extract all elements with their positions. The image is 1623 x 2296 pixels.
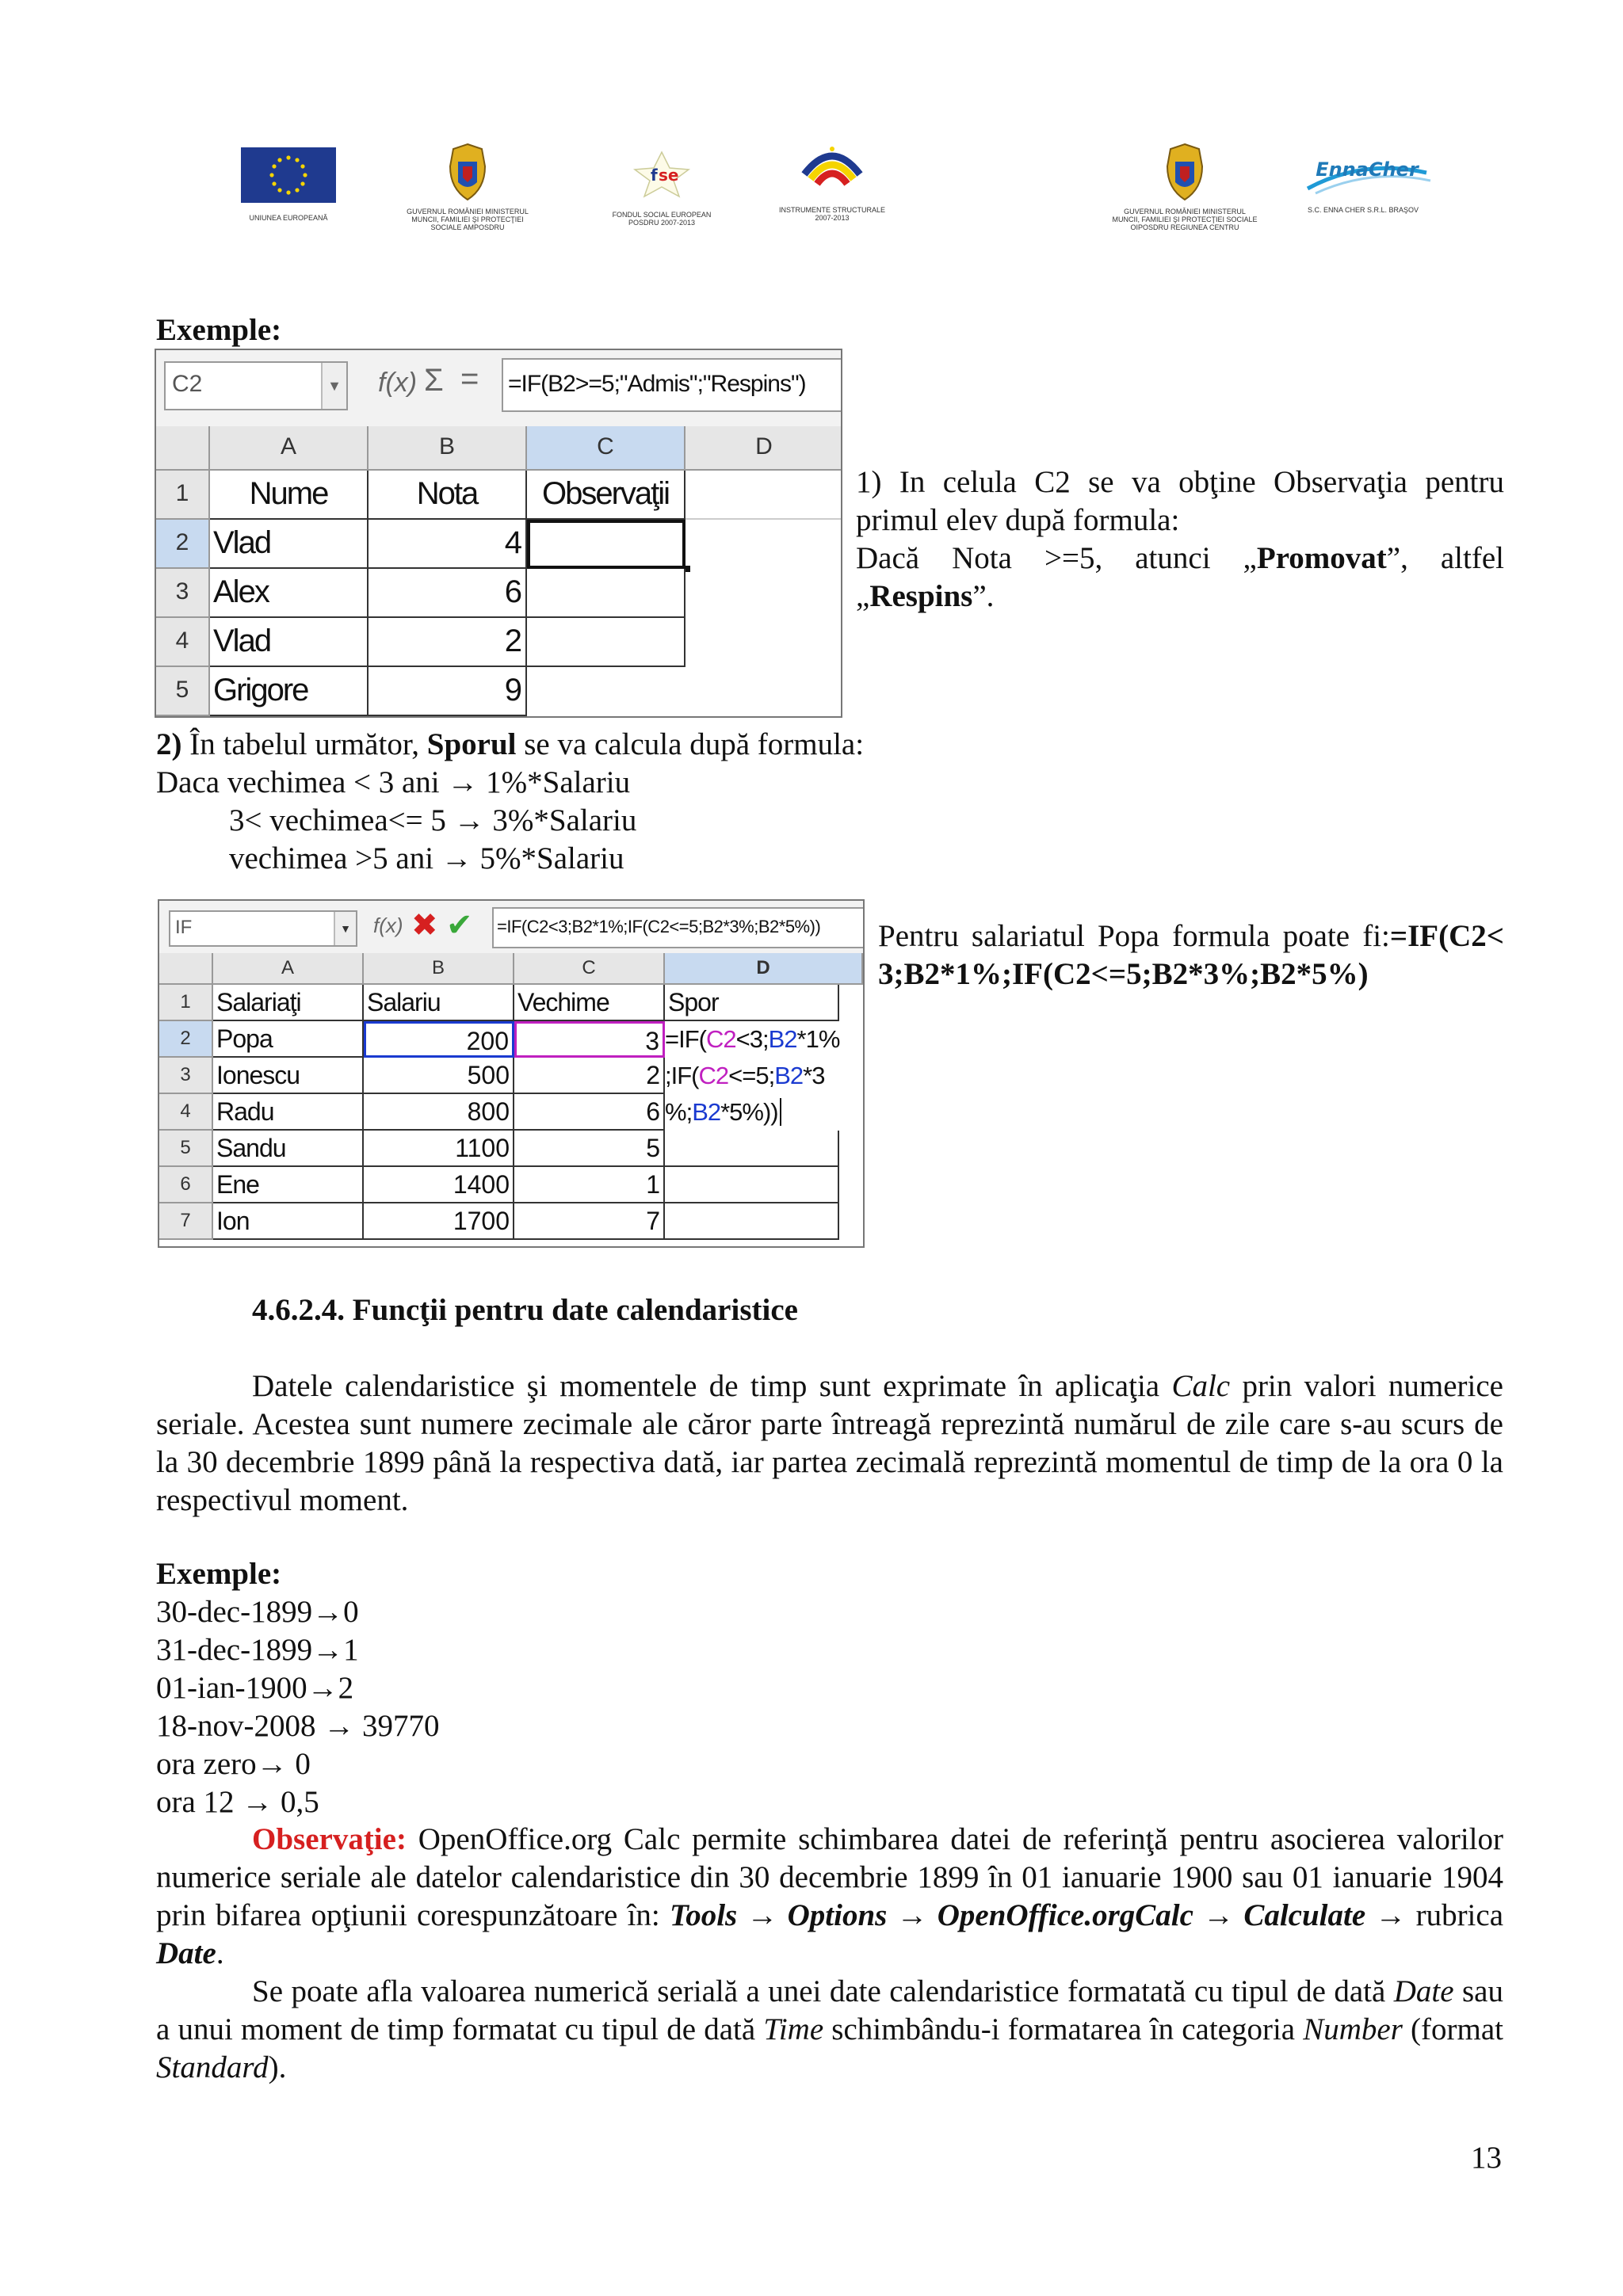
cell-b4[interactable]: 2 [369, 618, 527, 667]
name-box[interactable] [164, 361, 348, 410]
respins-bold: Respins [869, 579, 973, 613]
para3-text: prin valori numerice seriale. Acestea sunt numere zecimale ale căror parte întreagă reprezintă numărul de zile care s-au scurs de la 30 decembrie 1899 până la respectiva dată, iar partea zecimală reprezintă momentul de timp de la ora 0 la respectivul moment. [156, 1369, 1503, 1517]
equals-icon[interactable]: = [460, 361, 479, 396]
cell-c4[interactable] [527, 618, 685, 667]
ennacher-caption: S.C. ENNA CHER S.R.L. BRAŞOV [1307, 206, 1419, 214]
para2-text: se va calcula după formula: [516, 727, 865, 761]
cell-b5[interactable]: 9 [369, 667, 527, 716]
column-header-c[interactable]: C [527, 426, 685, 471]
paragraph-2-intro [156, 726, 949, 764]
ennacher-wordmark: EnnaCher [1316, 158, 1419, 181]
cell-c3[interactable]: 2 [514, 1058, 665, 1094]
sheet1-grid [156, 471, 841, 716]
cell-a2[interactable]: Vlad [210, 520, 369, 569]
para2-number: 2) [156, 727, 182, 761]
desc1-text: Dacă Nota >=5, atunci „ [856, 541, 1257, 575]
exemple-heading-2: Exemple: [156, 1557, 282, 1591]
cell-c1[interactable]: Observaţii [527, 471, 685, 520]
column-headers [156, 426, 841, 471]
column-header-a[interactable]: A [210, 426, 369, 471]
row-header-5[interactable]: 5 [156, 667, 210, 716]
observatie-text: → rubrica [1365, 1898, 1504, 1932]
example-item: ora 12 → 0,5 [156, 1785, 319, 1819]
cell-c5[interactable]: 5 [514, 1131, 665, 1167]
cell-a3[interactable]: Alex [210, 569, 369, 618]
arrow-text: → [1193, 1898, 1244, 1932]
chevron-down-icon[interactable]: ▼ [321, 363, 346, 409]
chevron-down-icon[interactable]: ▼ [334, 912, 356, 945]
accept-icon[interactable]: ✔ [446, 908, 473, 943]
cell-a4[interactable]: Radu [213, 1094, 364, 1131]
row-header-2[interactable]: 2 [156, 520, 210, 569]
sporul-bold: Sporul [426, 727, 517, 761]
cell-c6[interactable]: 1 [514, 1167, 665, 1203]
cell-d7[interactable] [665, 1203, 839, 1240]
rule-line-1: Daca vechimea < 3 ani → 1%*Salariu [156, 765, 631, 799]
ennacher-logo [1292, 151, 1434, 238]
name-box-value: C2 [172, 371, 203, 397]
desc2-text: Pentru salariatul Popa formula poate fi: [878, 919, 1390, 953]
example-item: ora zero→ 0 [156, 1747, 311, 1781]
coat-of-arms-icon [444, 143, 491, 203]
section-heading: 4.6.2.4. Funcţii pentru date calendaristice [252, 1293, 798, 1327]
column-header-d[interactable]: D [685, 426, 842, 471]
description-1 [856, 463, 1504, 616]
spreadsheet-screenshot-2 [158, 899, 865, 1248]
formula-toolbar [156, 350, 841, 428]
desc2-formula-bold: =IF(C2<3;B2*1%;IF(C2<=5;B2*3%;B2*5%) [878, 919, 1504, 991]
example-item: 01-ian-1900→2 [156, 1671, 354, 1705]
column-header-a[interactable]: A [213, 953, 364, 985]
example-item: 18-nov-2008 → 39770 [156, 1709, 440, 1743]
corner-cell[interactable] [159, 953, 213, 985]
observatie-paragraph [156, 1821, 1503, 1973]
cell-b7[interactable]: 1700 [364, 1203, 514, 1240]
standard-italic: Standard [156, 2050, 269, 2084]
exemple-heading: Exemple: [156, 313, 282, 347]
spreadsheet-screenshot-1 [155, 349, 842, 718]
coat-of-arms-caption: GUVERNUL ROMÂNIEI MINISTERUL MUNCII, FAMILIEI ŞI PROTECŢIEI SOCIALE AMPOSDRU [407, 208, 529, 231]
svg-text:se: se [659, 166, 679, 185]
cell-a5[interactable]: Sandu [213, 1131, 364, 1167]
para4-text: sau a unui moment de timp formatat cu tipul de dată [156, 1974, 1503, 2046]
cell-b5[interactable]: 1100 [364, 1131, 514, 1167]
cell-d2-editing[interactable] [665, 1021, 863, 1131]
edit-line-2: ;IF(C2<=5;B2*3 [665, 1062, 825, 1089]
para4-text: ). [268, 2050, 287, 2084]
instrumente-structurale-logo [773, 143, 892, 238]
cell-b3[interactable]: 6 [369, 569, 527, 618]
row-header-4[interactable]: 4 [159, 1094, 213, 1131]
menu-path-options: Options [787, 1898, 888, 1932]
description-1-line1: 1) In celula C2 se va obţine Observaţia pentru primul elev după formula: [856, 465, 1504, 537]
cell-c2[interactable]: 3 [514, 1021, 665, 1058]
arrow-text: → [887, 1898, 938, 1932]
rule-line-2: 3< vechimea<= 5 → 3%*Salariu [229, 803, 637, 837]
page-number: 13 [1471, 2141, 1502, 2175]
instrumente-structurale-icon [796, 143, 868, 198]
cell-c7[interactable]: 7 [514, 1203, 665, 1240]
cell-d1[interactable]: Spor [665, 985, 839, 1021]
row-header-3[interactable]: 3 [156, 569, 210, 618]
coat-of-arms-caption: GUVERNUL ROMÂNIEI MINISTERUL MUNCII, FAMILIEI ŞI PROTECŢIEI SOCIALE OIPOSDRU REGIUNEA CENTRU [1112, 208, 1258, 231]
para2-text: În tabelul următor, [181, 727, 427, 761]
cell-d6[interactable] [665, 1167, 839, 1203]
cell-b6[interactable]: 1400 [364, 1167, 514, 1203]
time-italic: Time [763, 2012, 824, 2046]
menu-path-openoffice-calc: OpenOffice.orgCalc [937, 1898, 1193, 1932]
romania-coat-of-arms-logo-2 [1109, 143, 1260, 246]
para3-text: Datele calendaristice şi momentele de timp sunt exprimate în aplicaţia [252, 1369, 1172, 1403]
rule-line-3: vechimea >5 ani → 5%*Salariu [229, 841, 624, 875]
cell-a7[interactable]: Ion [213, 1203, 364, 1240]
date-italic: Date [1393, 1974, 1454, 2008]
cell-a1[interactable]: Salariaţi [213, 985, 364, 1021]
cell-a2[interactable]: Popa [213, 1021, 364, 1058]
row-header-4[interactable]: 4 [156, 618, 210, 667]
number-italic: Number [1303, 2012, 1403, 2046]
menu-path-tools: Tools [669, 1898, 738, 1932]
cell-b4[interactable]: 800 [364, 1094, 514, 1131]
romania-coat-of-arms-logo-1 [396, 143, 539, 246]
name-box-value: IF [175, 917, 193, 938]
cell-b3[interactable]: 500 [364, 1058, 514, 1094]
observatie-text: . [216, 1936, 224, 1970]
row-header-3[interactable]: 3 [159, 1058, 213, 1094]
fse-logo [602, 151, 721, 238]
cell-a5[interactable]: Grigore [210, 667, 369, 716]
desc1-text: ”, altfel „ [856, 541, 1504, 613]
menu-path-calculate: Calculate [1243, 1898, 1366, 1932]
cell-b1[interactable]: Salariu [364, 985, 514, 1021]
sheet2-grid [159, 985, 863, 1246]
example-item: 30-dec-1899→0 [156, 1595, 359, 1629]
header-logos [0, 143, 1623, 254]
paragraph-2 [156, 726, 949, 878]
calc-italic: Calc [1171, 1369, 1231, 1403]
arrow-text: → [737, 1898, 788, 1932]
column-header-b[interactable]: B [369, 426, 527, 471]
para4-text: (format [1402, 2012, 1503, 2046]
corner-cell[interactable] [156, 426, 210, 471]
cell-a6[interactable]: Ene [213, 1167, 364, 1203]
paragraph-4 [156, 1973, 1503, 2087]
row-header-5[interactable]: 5 [159, 1131, 213, 1167]
cell-a3[interactable]: Ionescu [213, 1058, 364, 1094]
edit-line-1: =IF(C2<3;B2*1% [665, 1025, 840, 1053]
row-header-1[interactable]: 1 [159, 985, 213, 1021]
fse-caption: FONDUL SOCIAL EUROPEAN POSDRU 2007-2013 [612, 211, 712, 227]
observatie-text: OpenOffice.org Calc permite schimbarea datei de referinţă pentru asocierea valorilor numerice seriale ale datelor calendaristice din 30 decembrie 1899 în 01 ianuarie 1900 sau 01 ianuarie 1904 prin bifarea opţiunii corespunzătoare în: [156, 1822, 1503, 1932]
eu-flag-logo [238, 147, 339, 236]
cell-a4[interactable]: Vlad [210, 618, 369, 667]
edit-line-3: %;B2*5%)) [665, 1094, 863, 1131]
rubrica-date: Date [156, 1936, 216, 1970]
function-wizard-icon[interactable]: f(x) [373, 913, 403, 937]
sum-icon[interactable]: Σ [424, 363, 444, 398]
para4-text: schimbându-i formatarea în categoria [823, 2012, 1304, 2046]
cell-a1[interactable]: Nume [210, 471, 369, 520]
example-item: 31-dec-1899→1 [156, 1633, 359, 1667]
cell-c1[interactable]: Vechime [514, 985, 665, 1021]
formula-text: =IF(B2>=5;"Admis";"Respins") [508, 371, 806, 397]
promovat-bold: Promovat [1256, 541, 1387, 575]
column-header-b[interactable]: B [364, 953, 514, 985]
formula-text: =IF(C2<3;B2*1%;IF(C2<=5;B2*3%;B2*5%)) [497, 917, 821, 936]
eu-flag-icon [241, 147, 336, 203]
description-2 [878, 917, 1504, 994]
cell-d5[interactable] [665, 1131, 839, 1167]
name-box[interactable] [169, 910, 357, 947]
row-header-1[interactable]: 1 [156, 471, 210, 520]
examples-block [156, 1555, 439, 1821]
formula-toolbar [159, 901, 863, 955]
observatie-label: Observaţie: [252, 1822, 407, 1856]
formula-input[interactable] [502, 358, 842, 412]
cell-d1[interactable] [685, 471, 842, 520]
cell-c3[interactable] [527, 569, 685, 618]
row-header-6[interactable]: 6 [159, 1167, 213, 1203]
fse-star-icon [630, 151, 693, 198]
desc1-text: ”. [972, 579, 995, 613]
column-header-d[interactable]: D [665, 953, 863, 985]
formula-input[interactable] [492, 907, 865, 948]
description-1-line2 [856, 540, 1504, 616]
column-headers [159, 953, 863, 985]
cell-c4[interactable]: 6 [514, 1094, 665, 1131]
cell-c2-selected[interactable] [527, 520, 685, 569]
function-wizard-icon[interactable]: f(x) [378, 368, 418, 398]
coat-of-arms-icon [1161, 143, 1209, 203]
svg-text:f: f [651, 166, 658, 185]
row-header-7[interactable]: 7 [159, 1203, 213, 1240]
row-header-2[interactable]: 2 [159, 1021, 213, 1058]
cell-b1[interactable]: Nota [369, 471, 527, 520]
eu-flag-caption: UNIUNEA EUROPEANĂ [249, 214, 328, 222]
paragraph-3 [156, 1367, 1503, 1520]
instrumente-structurale-caption: INSTRUMENTE STRUCTURALE 2007-2013 [778, 206, 885, 222]
para4-text: Se poate afla valoarea numerică serială a unei date calendaristice formatată cu tipul de dată [252, 1974, 1394, 2008]
cancel-icon[interactable]: ✖ [411, 908, 438, 943]
cell-b2[interactable]: 4 [369, 520, 527, 569]
column-header-c[interactable]: C [514, 953, 665, 985]
cell-b2[interactable]: 200 [364, 1021, 514, 1058]
